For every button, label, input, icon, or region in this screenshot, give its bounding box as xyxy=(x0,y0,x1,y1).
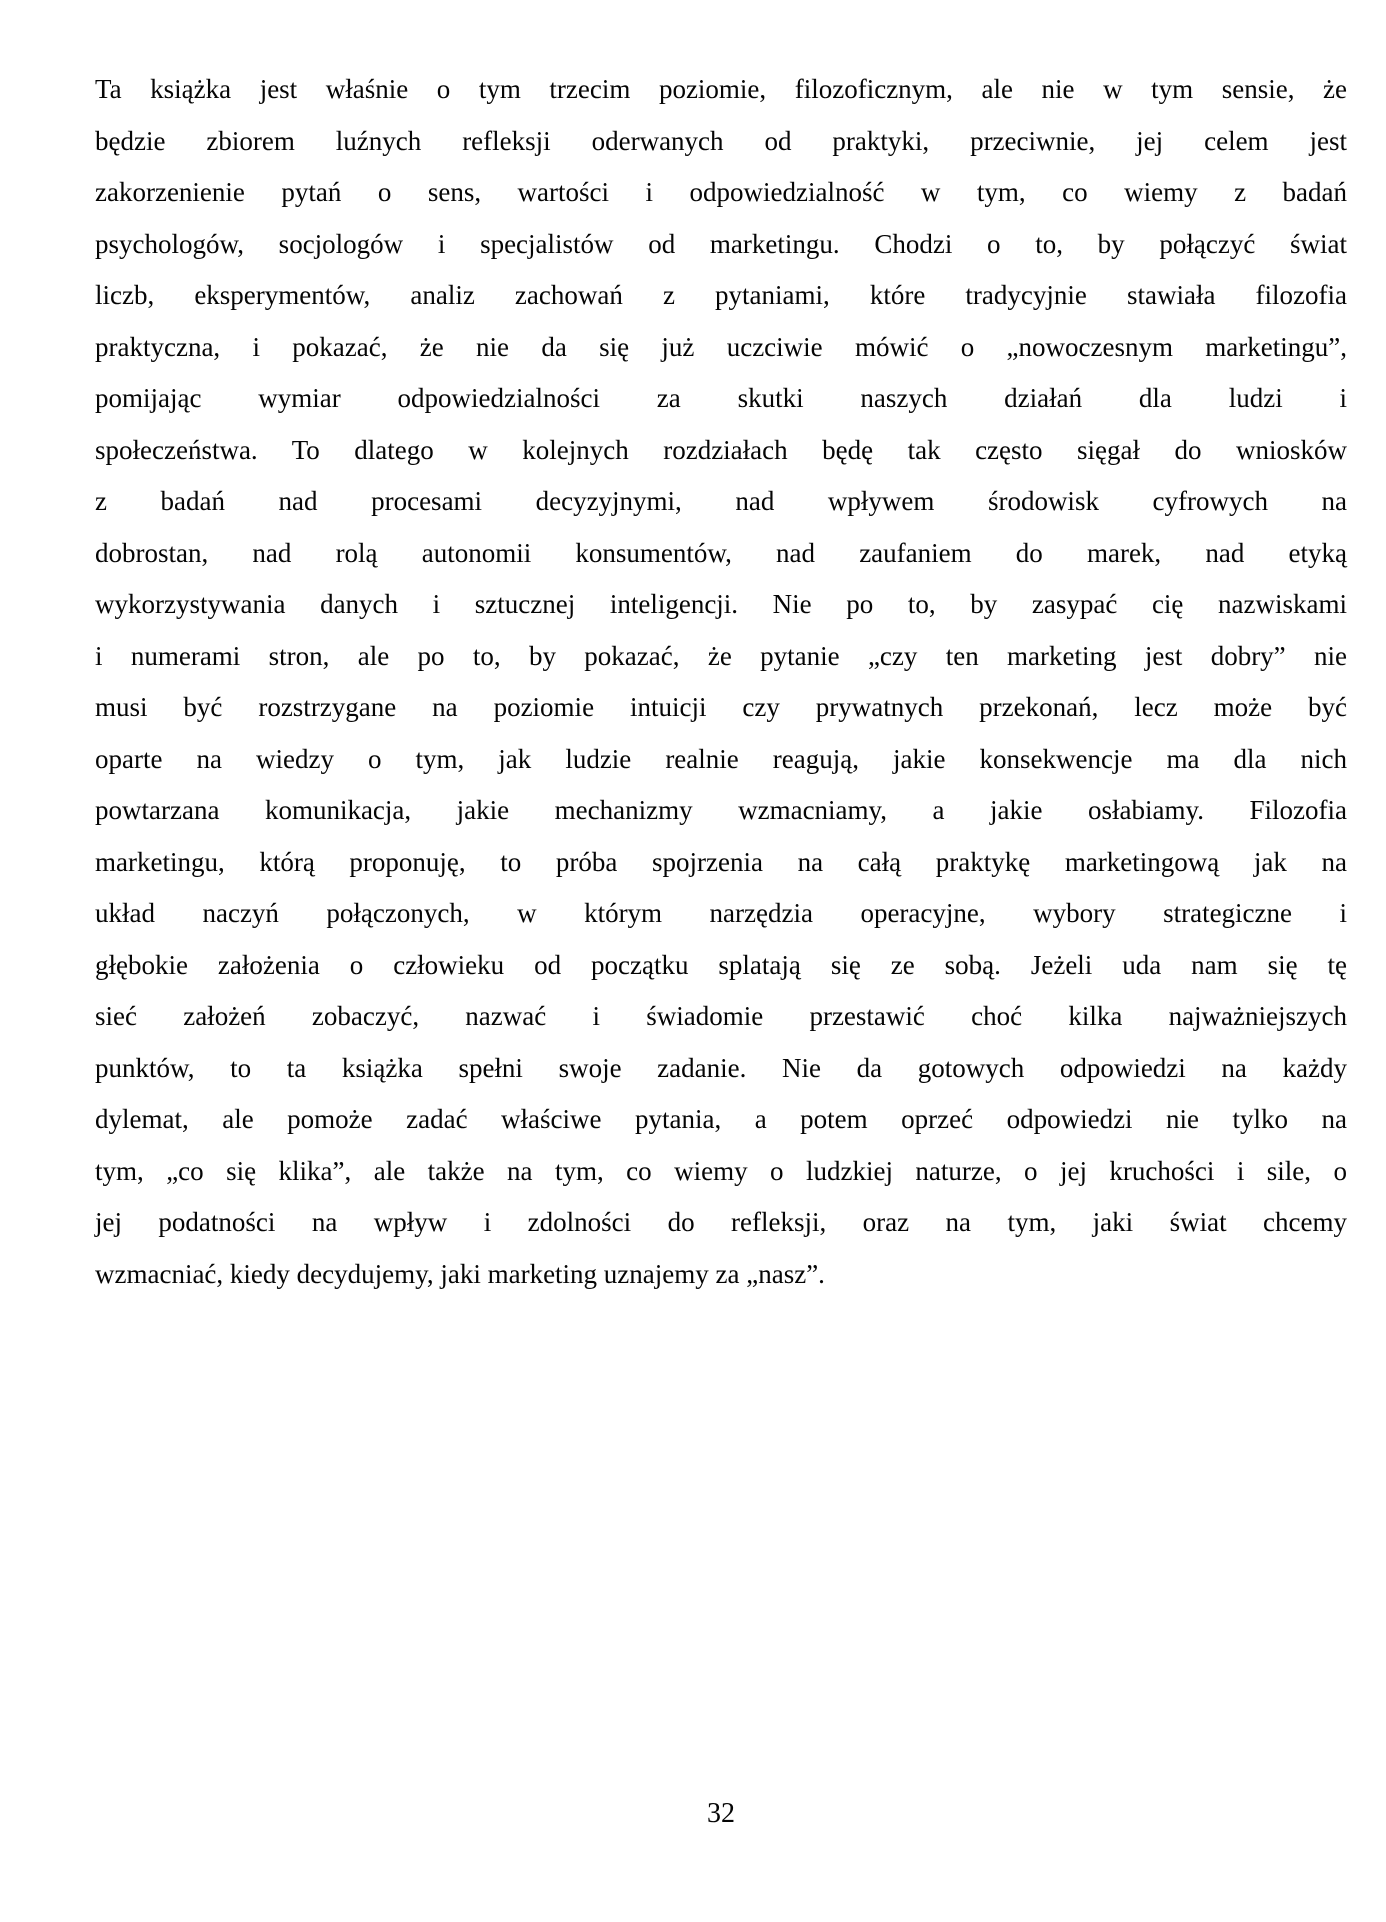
text-line: pomijając wymiar odpowiedzialności za skutki naszych działań dla ludzi i xyxy=(95,383,1347,413)
text-line: układ naczyń połączonych, w którym narzędzia operacyjne, wybory strategiczne i xyxy=(95,898,1347,928)
text-line: powtarzana komunikacja, jakie mechanizmy wzmacniamy, a jakie osłabiamy. Filozofia xyxy=(95,795,1347,825)
text-line: będzie zbiorem luźnych refleksji oderwanych od praktyki, przeciwnie, jej celem jest xyxy=(95,125,1347,156)
text-line: i numerami stron, ale po to, by pokazać, że pytanie „czy ten marketing jest dobry” nie xyxy=(95,640,1347,671)
page-number: 32 xyxy=(707,1798,735,1829)
text-line: jej podatności na wpływ i zdolności do refleksji, oraz na tym, jaki świat chcemy xyxy=(95,1207,1347,1237)
paragraph xyxy=(95,64,1347,1300)
text-line: tym, „co się klika”, ale także na tym, co wiemy o ludzkiej naturze, o jej kruchości i sile, o xyxy=(95,1155,1347,1186)
text-line: praktyczna, i pokazać, że nie da się już uczciwie mówić o „nowoczesnym marketingu”, xyxy=(95,331,1347,362)
text-line: dobrostan, nad rolą autonomii konsumentów, nad zaufaniem do marek, nad etyką xyxy=(95,537,1347,568)
text-line: z badań nad procesami decyzyjnymi, nad wpływem środowisk cyfrowych na xyxy=(95,486,1347,516)
text-line: wzmacniać, kiedy decydujemy, jaki marketing uznajemy za „nasz”. xyxy=(95,1258,825,1289)
text-line: marketingu, którą proponuję, to próba spojrzenia na całą praktykę marketingową jak na xyxy=(95,846,1347,877)
text-line: wykorzystywania danych i sztucznej inteligencji. Nie po to, by zasypać cię nazwiskami xyxy=(95,589,1347,619)
page-footer xyxy=(95,1797,1347,1831)
text-line: musi być rozstrzygane na poziomie intuicji czy prywatnych przekonań, lecz może być xyxy=(95,692,1347,722)
text-line: oparte na wiedzy o tym, jak ludzie realnie reagują, jakie konsekwencje ma dla nich xyxy=(95,743,1347,774)
text-line: psychologów, socjologów i specjalistów od marketingu. Chodzi o to, by połączyć świat xyxy=(95,228,1347,259)
text-line: Ta książka jest właśnie o tym trzecim poziomie, filozoficznym, ale nie w tym sensie, że xyxy=(95,74,1347,104)
text-line: dylemat, ale pomoże zadać właściwe pytania, a potem oprzeć odpowiedzi nie tylko na xyxy=(95,1104,1347,1134)
text-line: sieć założeń zobaczyć, nazwać i świadomie przestawić choć kilka najważniejszych xyxy=(95,1001,1347,1031)
text-line: zakorzenienie pytań o sens, wartości i odpowiedzialność w tym, co wiemy z badań xyxy=(95,177,1347,207)
text-line: liczb, eksperymentów, analiz zachowań z pytaniami, które tradycyjnie stawiała filozofia xyxy=(95,280,1347,310)
text-line: głębokie założenia o człowieku od początku splatają się ze sobą. Jeżeli uda nam się tę xyxy=(95,949,1347,980)
text-line: społeczeństwa. To dlatego w kolejnych rozdziałach będę tak często sięgał do wniosków xyxy=(95,434,1347,465)
text-line: punktów, to ta książka spełni swoje zadanie. Nie da gotowych odpowiedzi na każdy xyxy=(95,1052,1347,1083)
